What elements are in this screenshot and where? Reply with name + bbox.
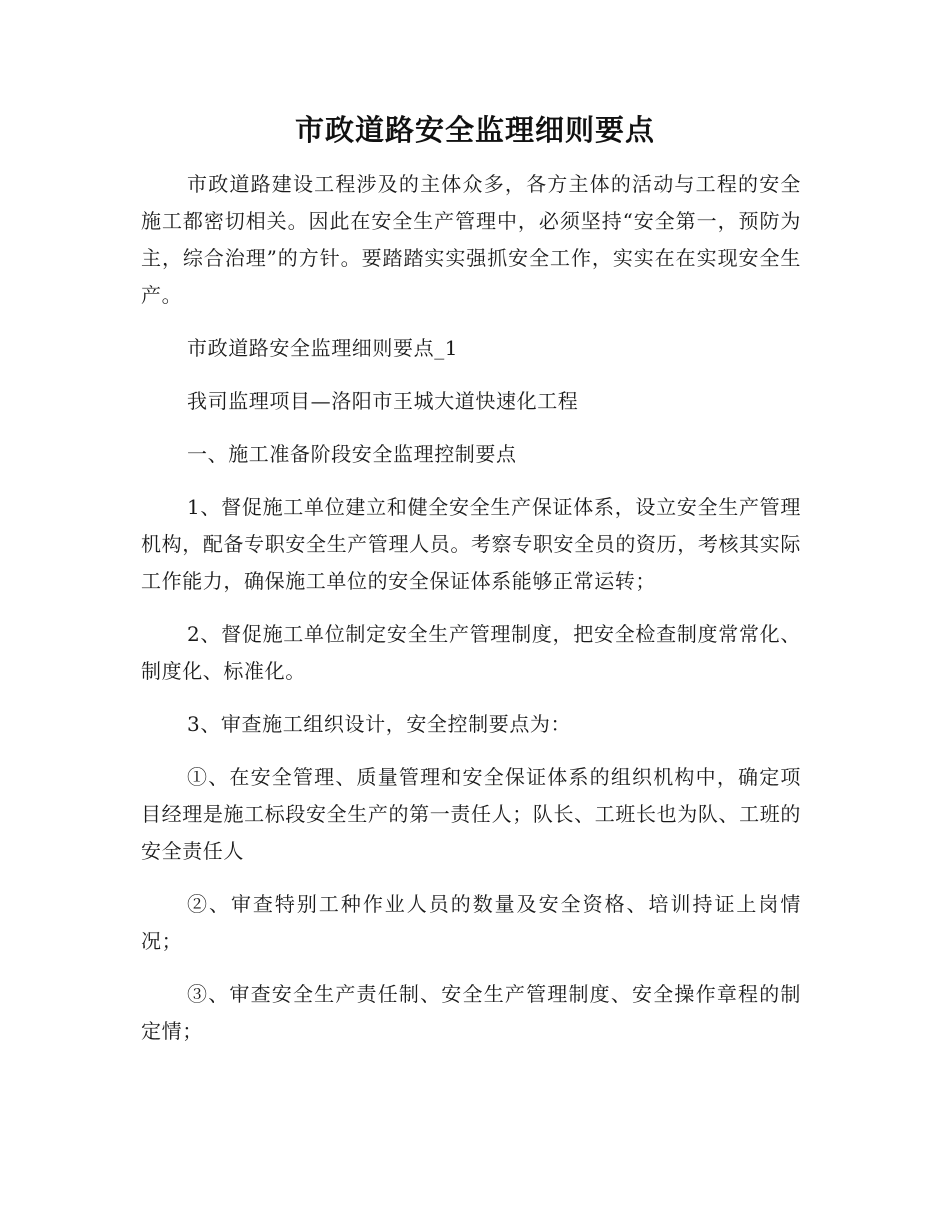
item-2-paragraph: 2、督促施工单位制定安全生产管理制度，把安全检查制度常常化、制度化、标准化。 [141,622,801,683]
stage-heading: 一、施工准备阶段安全监理控制要点 [187,442,517,466]
item-3-paragraph: 3、审查施工组织设计，安全控制要点为： [187,712,572,736]
document-title: 市政道路安全监理细则要点 [294,113,655,147]
intro-paragraph: 市政道路建设工程涉及的主体众多，各方主体的活动与工程的安全施工都密切相关。因此在安全生产管理中，必须坚持“安全第一，预防为主，综合治理”的方针。要踏踏实实强抓安全工作，实实在在实现安全生产。 [141,172,801,307]
document-body [141,166,801,1050]
subitem-2-paragraph: ②、审查特别工种作业人员的数量及安全资格、培训持证上岗情况； [141,892,801,953]
section-heading: 市政道路安全监理细则要点_1 [187,336,459,360]
subitem-1-paragraph: ①、在安全管理、质量管理和安全保证体系的组织机构中，确定项目经理是施工标段安全生产的第一责任人；队长、工班长也为队、工班的安全责任人 [141,765,801,863]
project-line: 我司监理项目—洛阳市王城大道快速化工程 [187,389,579,413]
item-1-paragraph: 1、督促施工单位建立和健全安全生产保证体系，设立安全生产管理机构，配备专职安全生产管理人员。考察专职安全员的资历，考核其实际工作能力，确保施工单位的安全保证体系能够正常运转； [141,495,801,593]
subitem-3-paragraph: ③、审查安全生产责任制、安全生产管理制度、安全操作章程的制定情； [141,982,801,1043]
